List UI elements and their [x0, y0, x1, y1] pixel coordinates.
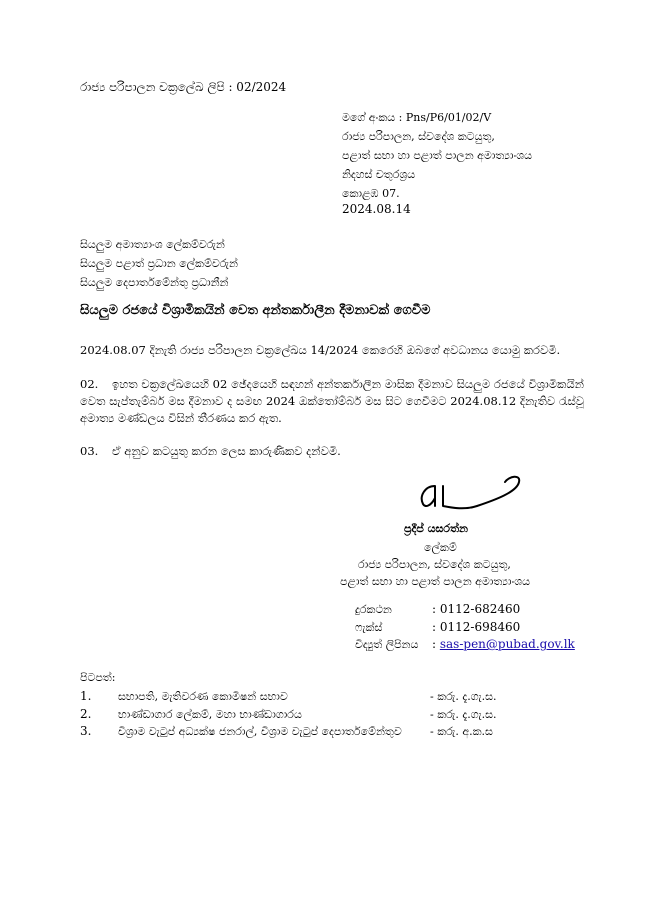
- copies-heading: පිටපත්:: [80, 671, 116, 684]
- recipients-block: [80, 235, 238, 292]
- signatory-ministry-line2: පළාත් සභා හා පළාත් පාලන අමාත්‍යාංශය: [340, 575, 531, 588]
- signatory-name: ප්‍රදීප් යසරත්න: [404, 522, 468, 535]
- paragraph-3-text: ඒ අනුව කටයුතු කරන ලෙස කාරුණිකව දන්වමි.: [112, 444, 341, 458]
- paragraph-2-text: ඉහත චක්‍රලේඛයෙහි 02 ඡේදයෙහි සඳහන් අන්තර්කාලීන මාසික දීමනාව සියලුම රජයේ විශ්‍රාමිකයින් වෙත සැප්තැම්බර් මස දීමනාව ද සමඟ 2024 ඔක්තෝම්බර් මස සිට ගෙවීමට 2024.08.12 දිනැතිව රැස්වූ අමාත්‍ය මණ්ඩලය විසින් තීරණය කර ඇත.: [80, 377, 584, 425]
- copy-1-number: 1.: [80, 689, 92, 703]
- paragraph-2: [80, 376, 584, 427]
- letter-date: 2024.08.14: [342, 202, 411, 216]
- paragraph-1: 2024.08.07 දිනැති රාජ්‍ය පරිපාලන චක්‍රලේඛය 14/2024 කෙරෙහි ඔබගේ අවධානය යොමු කරවමි.: [80, 343, 561, 357]
- circular-reference: රාජ්‍ය පරිපාලන චක්‍රලේඛ ලිපි : 02/2024: [80, 80, 287, 94]
- contact-phone-label: දුරකථන: [355, 603, 392, 616]
- copy-3-text: විශ්‍රාම වැටුප් අධ්‍යක්ෂ ජනරාල්, විශ්‍රාම වැටුප් දෙපාර්තමේන්තුව: [118, 725, 402, 738]
- subject-heading: සියලුම රජයේ විශ්‍රාමිකයින් වෙත අන්තර්කාලීන දීමනාවක් ගෙවීම: [80, 303, 431, 318]
- recipient-1: සියලුම අමාත්‍යාංශ ලේකම්වරුන්: [80, 238, 225, 251]
- sender-address-line2: කොළඹ 07.: [342, 187, 400, 200]
- copy-3-note: - කරු. අ.ක.ස: [430, 725, 493, 738]
- copy-2-number: 2.: [80, 707, 92, 721]
- contact-email-separator: :: [432, 637, 440, 651]
- copy-3-number: 3.: [80, 724, 92, 738]
- contact-fax-label: ෆැක්ස්: [355, 621, 383, 634]
- contact-email-label: විද්‍යුත් ලිපිනය: [355, 638, 419, 651]
- sender-block: [342, 108, 532, 203]
- email-link[interactable]: sas-pen@pubad.gov.lk: [439, 637, 575, 651]
- paragraph-2-number: 02.: [80, 377, 99, 391]
- contact-phone-value: : 0112-682460: [432, 602, 521, 616]
- signatory-title: ලේකම්: [424, 541, 457, 554]
- sender-ministry-line1: රාජ්‍ය පරිපාලන, ස්වදේශ කටයුතු,: [342, 130, 495, 143]
- sender-ministry-line2: පළාත් සභා හා පළාත් පාලන අමාත්‍යාංශය: [342, 149, 533, 162]
- paragraph-3: [80, 443, 584, 460]
- sender-address-line1: නිදහස් චතුරශ්‍රය: [342, 168, 416, 181]
- copy-1-text: සභාපති, මැතිවරණ කොමිෂන් සභාව: [118, 690, 288, 703]
- contact-fax-value: : 0112-698460: [432, 620, 521, 634]
- copy-2-text: භාණ්ඩාගාර ලේකම්, මහා භාණ්ඩාගාරය: [118, 708, 302, 721]
- copy-2-note: - කරු. දැ.ගැ.ස.: [430, 708, 497, 721]
- contact-email: [432, 637, 575, 651]
- recipient-3: සියලුම දෙපාර්තමේන්තු ප්‍රධානීන්: [80, 276, 229, 289]
- paragraph-3-number: 03.: [80, 444, 99, 458]
- sender-ref: මගේ අංකය : Pns/P6/01/02/V: [342, 111, 492, 124]
- copy-1-note: - කරු. දැ.ගැ.ස.: [430, 690, 497, 703]
- signature-image: [405, 472, 535, 520]
- signatory-ministry-line1: රාජ්‍ය පරිපාලන, ස්වදේශ කටයුතු,: [358, 558, 511, 571]
- recipient-2: සියලුම පළාත් ප්‍රධාන ලේකම්වරුන්: [80, 257, 238, 270]
